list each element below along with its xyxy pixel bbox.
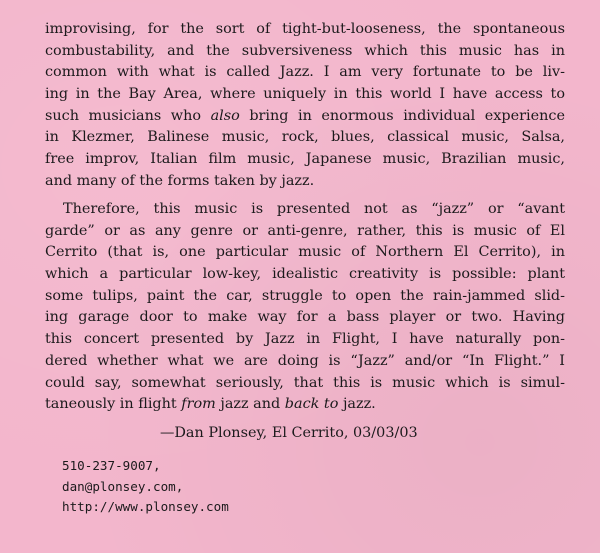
website-url: http://www.plonsey.com [62,499,229,514]
text-line: free improv, Italian film music, Japanese music, Brazilian music, [45,151,565,168]
emphasis-text: also [210,107,240,124]
text-line: and many of the forms taken by jazz. [45,172,315,189]
text-line: which a particular low-key, idealistic creativity is possible: plant [45,266,565,283]
text-line: in Klezmer, Balinese music, rock, blues, classical music, Salsa, [45,129,565,146]
phone-number: 510-237-9007, [62,458,161,473]
text-fragment: bring in enormous individual experience [239,107,565,124]
text-fragment: jazz. [338,396,376,413]
email-address: dan@plonsey.com, [62,478,184,494]
text-fragment: jazz and [215,396,285,413]
text-fragment: such musicians who [45,107,211,124]
text-line [45,394,565,416]
contact-info [62,456,229,518]
text-line [45,106,565,128]
text-line: ing in the Bay Area, where uniquely in this world I have access to [45,86,565,103]
paragraph-2 [45,199,565,416]
signature: —Dan Plonsey, El Cerrito, 03/03/03 [160,425,418,441]
text-line: ing garage door to make way for a bass player or two. Having [45,309,565,326]
text-line: this concert presented by Jazz in Flight, I have naturally pon- [45,331,565,348]
text-line: common with what is called Jazz. I am very fortunate to be liv- [45,64,565,81]
text-fragment: taneously in flight [45,396,182,413]
text-line: combustability, and the subversiveness which this music has in [45,42,565,59]
text-line: could say, somewhat seriously, that this is music which is simul- [45,374,565,391]
paragraph-1 [45,19,565,193]
text-line: improvising, for the sort of tight-but-looseness, the spontaneous [45,21,565,37]
text-line: Cerrito (that is, one particular music of Northern El Cerrito), in [45,244,565,261]
emphasis-text: back to [284,396,339,413]
text-line: dered whether what we are doing is “Jazz” and/or “In Flight.” I [45,352,565,369]
text-line: Therefore, this music is presented not as “jazz” or “avant [63,201,565,217]
emphasis-text: from [181,396,216,413]
text-line: some tulips, paint the car, struggle to open the rain-jammed slid- [45,287,565,304]
text-line: garde” or as any genre or anti-genre, rather, this is music of El [45,222,565,239]
